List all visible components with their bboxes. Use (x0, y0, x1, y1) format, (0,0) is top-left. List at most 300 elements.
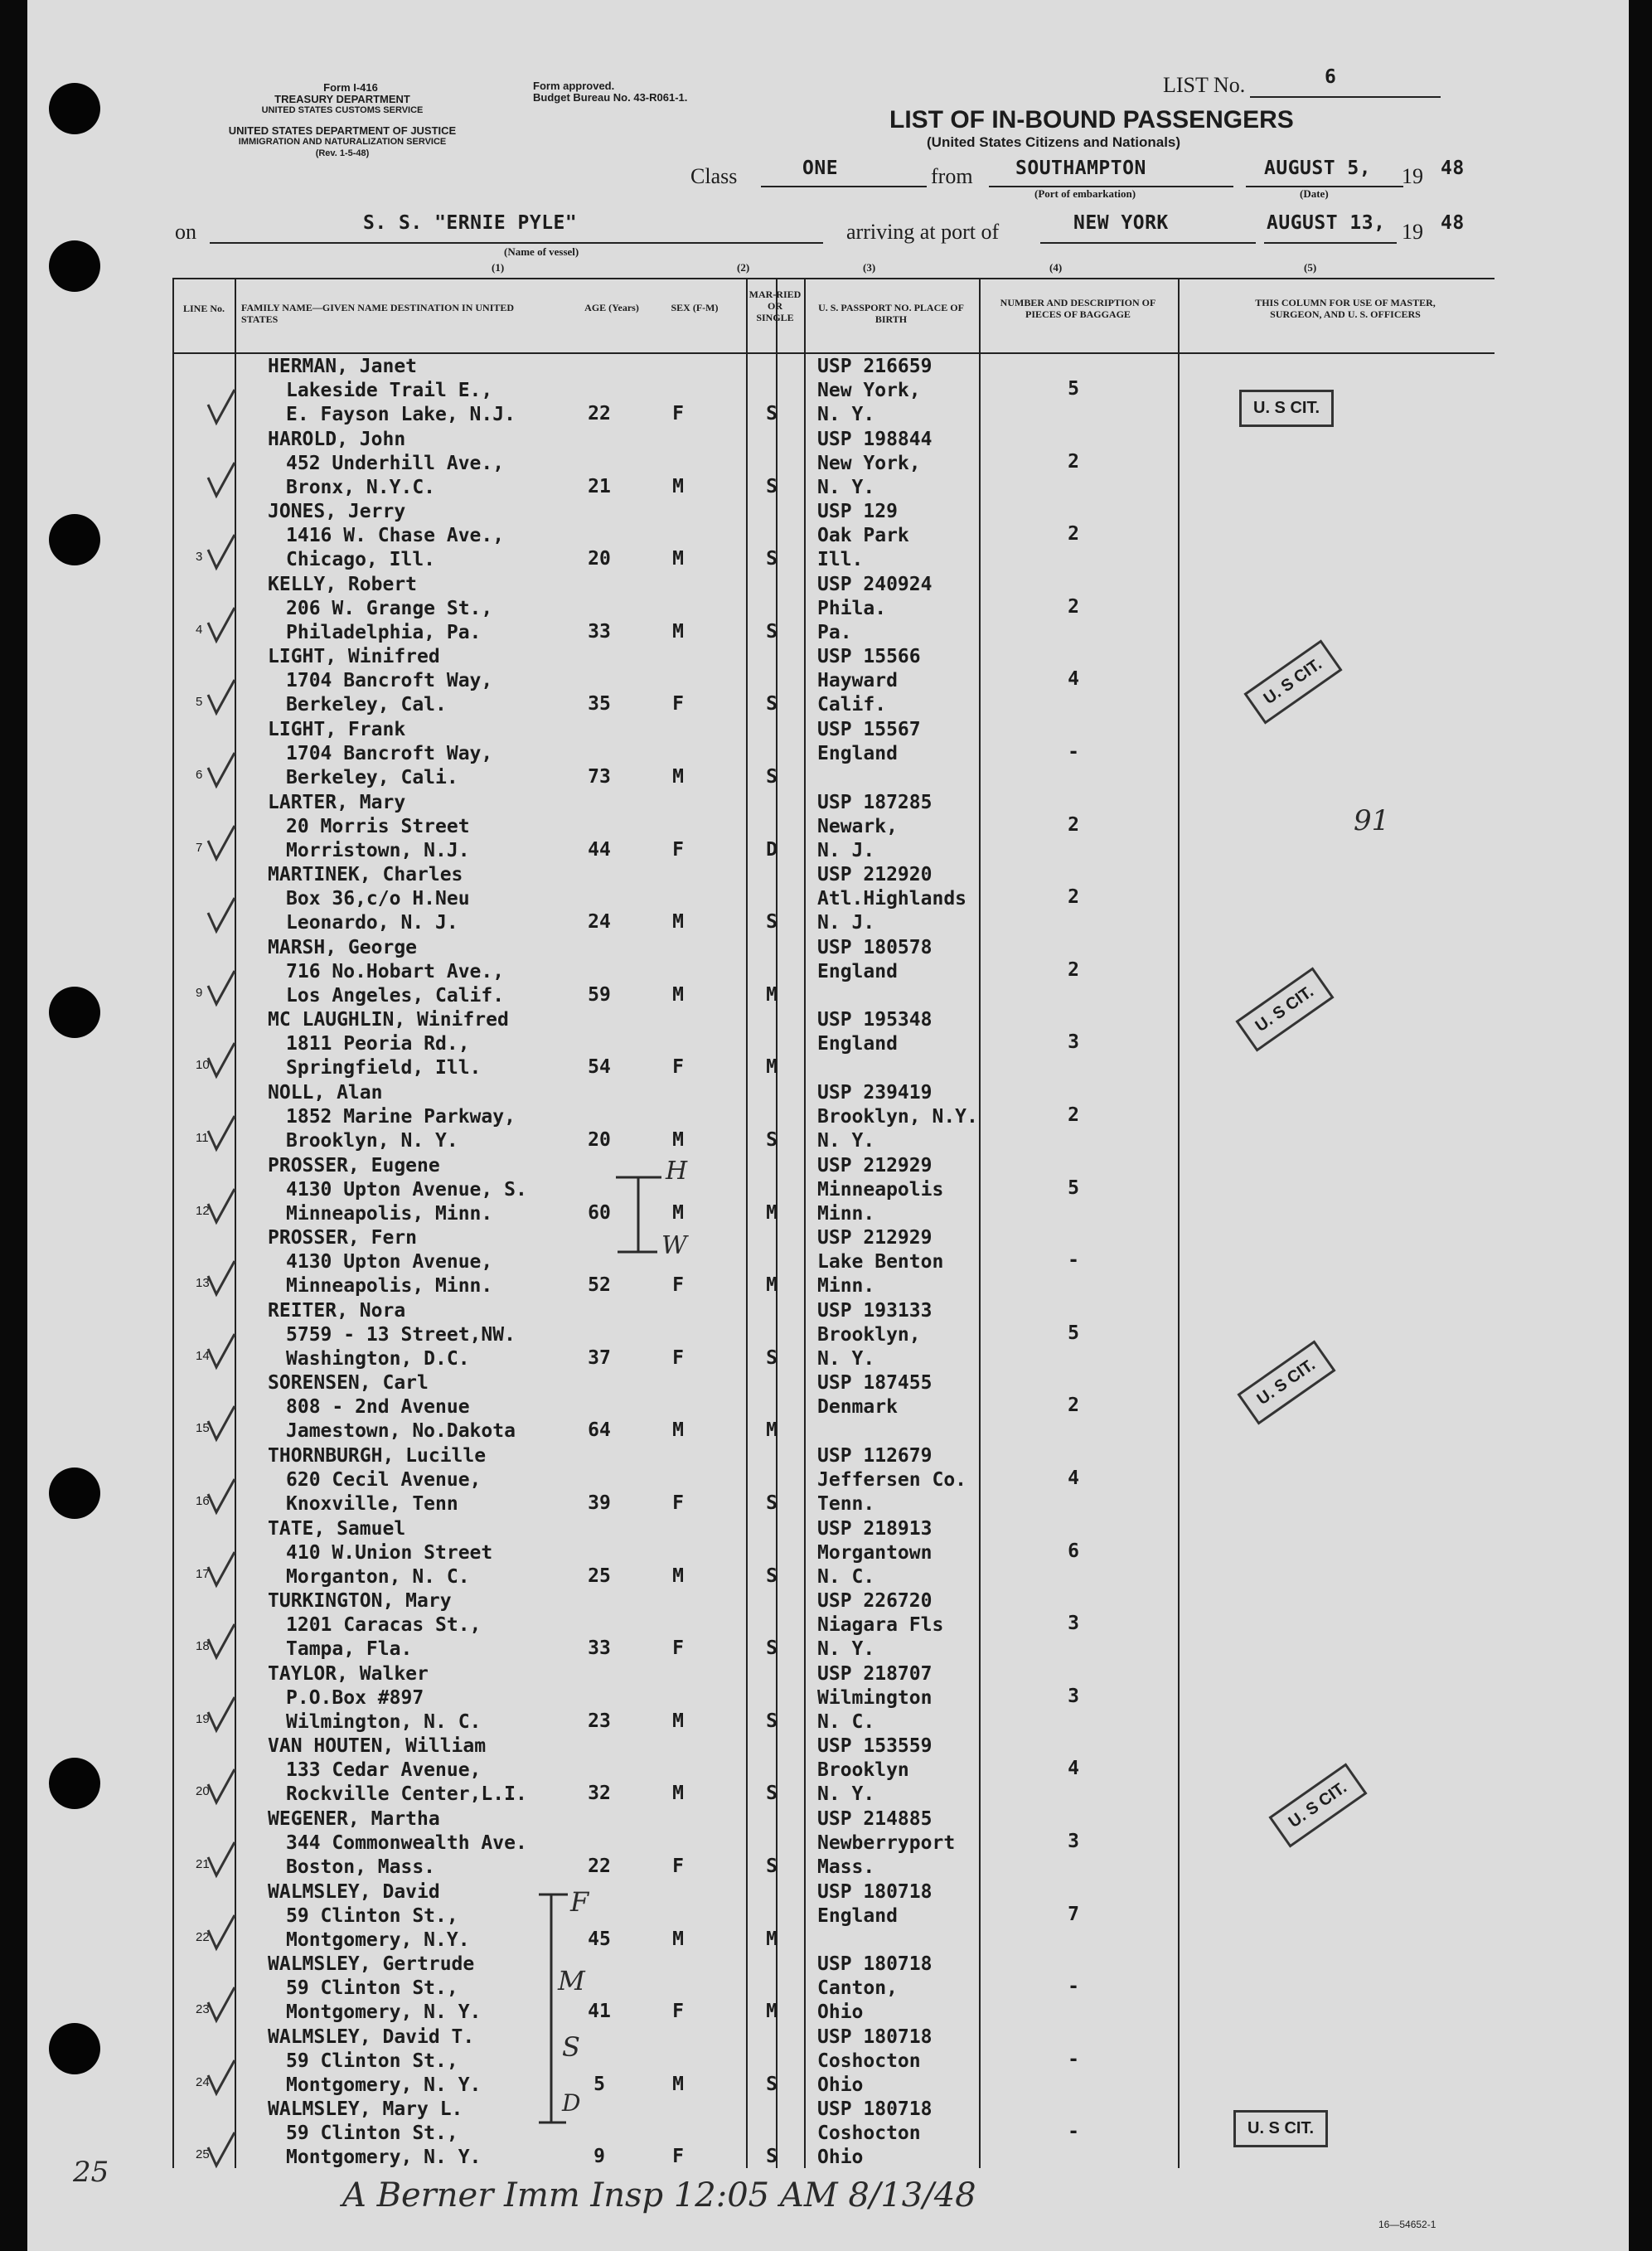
birthplace-line-2: Pa. (817, 621, 852, 643)
line-number: 10 (196, 1058, 210, 1073)
birthplace-line-1: Denmark (817, 1396, 898, 1419)
line-number: 18 (196, 1639, 210, 1654)
marital-status: M (766, 1056, 778, 1079)
birthplace-line-2: N. Y. (817, 1347, 875, 1370)
sex: M (672, 475, 684, 497)
address-line-1: 410 W.Union Street (286, 1541, 493, 1564)
baggage-count: 2 (1068, 958, 1079, 981)
col-head-married: MAR-RIED OR SINGLE (748, 289, 802, 323)
col-num-1: (1) (492, 261, 505, 274)
note-s: S (562, 2031, 580, 2063)
sex: M (672, 1783, 684, 1805)
embark-date: AUGUST 5, (1264, 158, 1372, 179)
passenger-name: LIGHT, Frank (268, 719, 406, 740)
marital-status: S (766, 475, 778, 497)
marital-status: S (766, 1783, 778, 1805)
marital-status: S (766, 1637, 778, 1660)
birthplace-line-1: Oak Park (817, 525, 909, 547)
age: 22 (588, 403, 611, 424)
line-number: 14 (196, 1348, 210, 1363)
marital-status: S (766, 1565, 778, 1587)
birthplace-line-2: N. C. (817, 1565, 875, 1588)
passport-number: USP 212920 (817, 864, 933, 886)
line-number: 3 (196, 550, 203, 565)
address-line-2: Montgomery, N. Y. (286, 2074, 482, 2096)
address-line-1: 344 Commonwealth Ave. (286, 1832, 527, 1854)
port-embarkation-caption: (Port of embarkation) (1034, 187, 1136, 200)
age: 20 (588, 548, 611, 570)
margin-note-25: 25 (73, 2156, 109, 2189)
col-num-5: (5) (1304, 261, 1317, 274)
col-head-officers: THIS COLUMN FOR USE OF MASTER, SURGEON, AND U. S. OFFICERS (1255, 297, 1436, 320)
sex: M (672, 2073, 684, 2095)
line-number: 24 (196, 2074, 210, 2089)
baggage-count: 2 (1068, 1104, 1079, 1126)
address-line-1: 620 Cecil Avenue, (286, 1469, 482, 1491)
age: 5 (593, 2073, 605, 2095)
birthplace-line-1: Niagara Fls (817, 1614, 944, 1637)
embark-year: 48 (1441, 158, 1465, 179)
address-line-1: 1201 Caracas St., (286, 1614, 482, 1637)
address-line-2: Washington, D.C. (286, 1347, 470, 1370)
line-number: 15 (196, 1421, 210, 1436)
age: 20 (588, 1129, 611, 1151)
line-number: 12 (196, 1203, 210, 1218)
age: 9 (593, 2146, 605, 2168)
note-91: 91 (1354, 804, 1390, 837)
form-approved: Form approved. (533, 80, 615, 92)
footer-code: 16—54652-1 (1378, 2219, 1436, 2230)
customs-service: UNITED STATES CUSTOMS SERVICE (261, 105, 424, 115)
note-m: M (558, 1965, 585, 1996)
marital-status: S (766, 403, 778, 424)
note-h: H (666, 1157, 688, 1186)
birthplace-line-2: Ohio (817, 2074, 864, 2096)
marital-status: D (766, 838, 778, 861)
on-label: on (175, 220, 196, 244)
baggage-count: 2 (1068, 1395, 1079, 1417)
address-line-1: 20 Morris Street (286, 815, 470, 837)
address-line-2: Berkeley, Cali. (286, 767, 458, 788)
sex: F (672, 1274, 684, 1297)
address-line-2: Wilmington, N. C. (286, 1710, 482, 1733)
birthplace-line-1: England (817, 960, 898, 982)
birthplace-line-2: N. J. (817, 912, 875, 934)
birthplace-line-1: England (817, 1904, 898, 1927)
baggage-count: - (1068, 1249, 1079, 1272)
age: 54 (588, 1056, 611, 1079)
age: 64 (588, 1419, 611, 1442)
address-line-1: 59 Clinton St., (286, 2050, 458, 2072)
marital-status: S (766, 1129, 778, 1151)
birthplace-line-1: Minneapolis (817, 1178, 944, 1201)
note-f: F (570, 1886, 589, 1918)
age: 33 (588, 620, 611, 643)
passenger-name: MARTINEK, Charles (268, 864, 463, 886)
revision: (Rev. 1-5-48) (315, 148, 370, 158)
address-line-1: 59 Clinton St., (286, 1977, 458, 2000)
age: 41 (588, 2001, 611, 2023)
marital-status: M (766, 1928, 778, 1950)
col-num-4: (4) (1049, 261, 1063, 274)
inspector-signature: A Berner Imm Insp 12:05 AM 8/13/48 (342, 2176, 976, 2215)
us-cit-stamp: U. S CIT. (1235, 967, 1334, 1051)
birthplace-line-1: Jeffersen Co. (817, 1469, 967, 1491)
passport-number: USP 180718 (817, 2025, 933, 2048)
baggage-count: 4 (1068, 1758, 1079, 1780)
baggage-count: - (1068, 741, 1079, 763)
baggage-count: - (1068, 2048, 1079, 2070)
passenger-name: HAROLD, John (268, 428, 406, 450)
passenger-name: WALMSLEY, David T. (268, 2025, 475, 2048)
birthplace-line-2: N. Y. (817, 1783, 875, 1806)
baggage-count: - (1068, 1976, 1079, 1998)
line-number: 19 (196, 1711, 210, 1726)
us-cit-stamp: U. S CIT. (1239, 390, 1334, 427)
baggage-count: 5 (1068, 378, 1079, 400)
birthplace-line-1: England (817, 743, 898, 764)
marital-status: S (766, 766, 778, 788)
baggage-count: 4 (1068, 668, 1079, 691)
baggage-count: 4 (1068, 1468, 1079, 1489)
line-number: 13 (196, 1276, 210, 1291)
sex: F (672, 1856, 684, 1877)
baggage-count: 3 (1068, 1031, 1079, 1054)
arrival-date: AUGUST 13, (1267, 212, 1386, 234)
passport-number: USP 187455 (817, 1372, 933, 1395)
passenger-name: SORENSEN, Carl (268, 1372, 429, 1395)
arriving-label: arriving at port of (846, 220, 1000, 244)
passenger-name: MC LAUGHLIN, Winifred (268, 1009, 509, 1031)
col-head-sex: SEX (F-M) (671, 302, 719, 313)
baggage-count: 3 (1068, 1613, 1079, 1635)
passport-number: USP 129 (817, 501, 898, 523)
address-line-1: 808 - 2nd Avenue (286, 1396, 470, 1419)
birthplace-line-1: Brooklyn (817, 1759, 909, 1782)
birthplace-line-1: Morgantown (817, 1541, 933, 1564)
address-line-2: Jamestown, No.Dakota (286, 1420, 516, 1443)
birthplace-line-1: Lake Benton (817, 1251, 944, 1273)
age: 32 (588, 1783, 611, 1805)
form-number: Form I-416 (323, 81, 378, 94)
line-number: 25 (196, 2147, 210, 2162)
marital-status: M (766, 1419, 778, 1442)
sex: F (672, 1637, 684, 1660)
age: 52 (588, 1274, 611, 1297)
passenger-name: VAN HOUTEN, William (268, 1735, 487, 1758)
class-label: Class (690, 164, 738, 188)
age: 59 (588, 983, 611, 1006)
age: 45 (588, 1928, 611, 1950)
birthplace-line-1: Atl.Highlands (817, 888, 967, 910)
baggage-count: 7 (1068, 1903, 1079, 1925)
budget-bureau: Budget Bureau No. 43-R061-1. (533, 91, 688, 104)
us-cit-stamp: U. S CIT. (1268, 1763, 1367, 1847)
birthplace-line-1: New York, (817, 380, 921, 401)
address-line-2: Chicago, Ill. (286, 549, 436, 571)
sex: M (672, 1565, 684, 1587)
baggage-count: 2 (1068, 813, 1079, 836)
baggage-count: 5 (1068, 1322, 1079, 1344)
passenger-name: PROSSER, Fern (268, 1227, 418, 1249)
us-cit-stamp: U. S CIT. (1243, 639, 1342, 724)
baggage-count: 2 (1068, 523, 1079, 546)
address-line-1: 133 Cedar Avenue, (286, 1759, 482, 1782)
col-num-3: (3) (863, 261, 876, 274)
birthplace-line-1: Coshocton (817, 2050, 921, 2072)
birthplace-line-1: New York, (817, 452, 921, 474)
age: 44 (588, 838, 611, 861)
birthplace-line-2: Tenn. (817, 1493, 875, 1515)
address-line-1: 1704 Bancroft Way, (286, 743, 493, 764)
sex: M (672, 766, 684, 788)
col-head-passport: U. S. PASSPORT NO. PLACE OF BIRTH (818, 302, 964, 325)
passport-number: USP 214885 (817, 1808, 933, 1830)
vessel-name: S. S. "ERNIE PYLE" (363, 212, 578, 234)
passenger-name: KELLY, Robert (268, 573, 418, 595)
sex: F (672, 1492, 684, 1514)
birthplace-line-2: N. Y. (817, 476, 875, 498)
sex: F (672, 1346, 684, 1369)
birthplace-line-1: Coshocton (817, 2122, 921, 2145)
address-line-1: P.O.Box #897 (286, 1686, 424, 1709)
birthplace-line-1: Newark, (817, 815, 898, 837)
address-line-1: 1852 Marine Parkway, (286, 1106, 516, 1128)
birthplace-line-2: Minn. (817, 1202, 875, 1225)
vessel-caption: (Name of vessel) (504, 245, 579, 258)
passport-number: USP 212929 (817, 1227, 933, 1249)
line-number: 16 (196, 1494, 210, 1508)
address-line-2: Philadelphia, Pa. (286, 621, 482, 643)
sex: M (672, 620, 684, 643)
marital-status: M (766, 1274, 778, 1297)
birthplace-line-2: N. J. (817, 839, 875, 861)
baggage-count: 5 (1068, 1176, 1079, 1199)
birthplace-line-2: Calif. (817, 694, 887, 716)
address-line-1: 5759 - 13 Street,NW. (286, 1323, 516, 1346)
birthplace-line-2: N. C. (817, 1710, 875, 1733)
birthplace-line-2: Ohio (817, 2147, 864, 2169)
birthplace-line-1: England (817, 1033, 898, 1055)
passport-number: USP 239419 (817, 1082, 933, 1104)
marital-status: S (766, 2146, 778, 2168)
ins: IMMIGRATION AND NATURALIZATION SERVICE (238, 137, 447, 147)
col-head-name: FAMILY NAME—GIVEN NAME DESTINATION IN UNITED STATES (241, 302, 515, 325)
list-no-label: LIST No. (1163, 73, 1246, 97)
line-number: 5 (196, 695, 203, 710)
passport-number: USP 180718 (817, 1953, 933, 1976)
age: 21 (588, 475, 611, 497)
age: 60 (588, 1201, 611, 1224)
line-number: 20 (196, 1784, 210, 1799)
line-number: 4 (196, 622, 203, 637)
passport-number: USP 218913 (817, 1517, 933, 1540)
passenger-name: WALMSLEY, David (268, 1880, 440, 1903)
address-line-2: Montgomery, N.Y. (286, 1928, 470, 1951)
age: 24 (588, 911, 611, 934)
manifest-page (27, 0, 1629, 2251)
page-subtitle: (United States Citizens and Nationals) (927, 134, 1181, 150)
marital-status: M (766, 983, 778, 1006)
passport-number: USP 112679 (817, 1445, 933, 1467)
marital-status: M (766, 1201, 778, 1224)
passenger-name: TURKINGTON, Mary (268, 1590, 452, 1613)
passport-number: USP 15566 (817, 646, 921, 668)
birthplace-line-1: Wilmington (817, 1686, 933, 1709)
passenger-name: PROSSER, Eugene (268, 1154, 440, 1176)
passport-number: USP 212929 (817, 1154, 933, 1176)
line-number: 9 (196, 985, 203, 1000)
port-embarkation: SOUTHAMPTON (1015, 158, 1146, 179)
date-caption: (Date) (1300, 187, 1329, 200)
baggage-count: 3 (1068, 1685, 1079, 1707)
sex: M (672, 1710, 684, 1732)
baggage-count: 2 (1068, 595, 1079, 618)
address-line-2: Montgomery, N. Y. (286, 2001, 482, 2024)
marital-status: S (766, 1346, 778, 1369)
passenger-name: REITER, Nora (268, 1299, 406, 1322)
birthplace-line-1: Phila. (817, 597, 887, 619)
birthplace-line-1: Canton, (817, 1977, 898, 2000)
sex: F (672, 838, 684, 861)
passport-number: USP 226720 (817, 1590, 933, 1613)
address-line-1: 452 Underhill Ave., (286, 452, 505, 474)
sex: M (672, 1129, 684, 1151)
passenger-name: TATE, Samuel (268, 1517, 406, 1540)
address-line-2: Springfield, Ill. (286, 1057, 482, 1079)
arrival-port: NEW YORK (1073, 212, 1169, 234)
marital-status: S (766, 1710, 778, 1732)
address-line-1: 716 No.Hobart Ave., (286, 960, 505, 982)
birthplace-line-2: Ohio (817, 2001, 864, 2024)
passport-number: USP 180718 (817, 2098, 933, 2121)
col-head-line: LINE No. (182, 303, 225, 314)
passenger-name: HERMAN, Janet (268, 356, 418, 377)
address-line-1: 4130 Upton Avenue, S. (286, 1178, 527, 1201)
passport-number: USP 15567 (817, 719, 921, 740)
address-line-2: Minneapolis, Minn. (286, 1275, 493, 1298)
page-title: LIST OF IN-BOUND PASSENGERS (889, 106, 1294, 133)
sex: F (672, 1056, 684, 1079)
passport-number: USP 153559 (817, 1735, 933, 1758)
line-number: 6 (196, 768, 203, 782)
baggage-count: 3 (1068, 1831, 1079, 1852)
marital-status: S (766, 2073, 778, 2095)
line-number: 22 (196, 1929, 210, 1944)
age: 23 (588, 1710, 611, 1732)
passenger-name: THORNBURGH, Lucille (268, 1445, 487, 1467)
list-no-value: 6 (1325, 66, 1337, 88)
marital-status: S (766, 1492, 778, 1514)
address-line-2: Knoxville, Tenn (286, 1493, 458, 1515)
marital-status: S (766, 911, 778, 934)
age: 39 (588, 1492, 611, 1514)
passenger-name: LIGHT, Winifred (268, 646, 440, 668)
address-line-1: 4130 Upton Avenue, (286, 1251, 493, 1273)
sex: F (672, 693, 684, 716)
class-value: ONE (802, 158, 839, 179)
sex: F (672, 2146, 684, 2168)
passport-number: USP 218707 (817, 1662, 933, 1685)
passenger-name: TAYLOR, Walker (268, 1662, 429, 1685)
passenger-name: WEGENER, Martha (268, 1808, 440, 1830)
passenger-name: WALMSLEY, Mary L. (268, 2098, 463, 2121)
line-number: 11 (196, 1131, 209, 1145)
embark-year-prefix: 19 (1402, 164, 1423, 188)
address-line-2: Minneapolis, Minn. (286, 1202, 493, 1225)
marital-status: S (766, 693, 778, 716)
age: 22 (588, 1856, 611, 1877)
line-number: 23 (196, 2002, 210, 2017)
sex: M (672, 548, 684, 570)
birthplace-line-1: Newberryport (817, 1832, 956, 1854)
passenger-name: NOLL, Alan (268, 1082, 383, 1104)
passport-number: USP 198844 (817, 428, 933, 450)
birthplace-line-1: Hayward (817, 670, 898, 692)
treasury-dept: TREASURY DEPARTMENT (274, 93, 410, 105)
address-line-2: Rockville Center,L.I. (286, 1783, 527, 1806)
col-head-baggage: NUMBER AND DESCRIPTION OF PIECES OF BAGGAGE (1000, 297, 1156, 320)
address-line-2: Montgomery, N. Y. (286, 2147, 482, 2169)
us-cit-stamp: U. S CIT. (1233, 2110, 1328, 2147)
address-line-1: 1811 Peoria Rd., (286, 1033, 470, 1055)
address-line-2: Boston, Mass. (286, 1856, 436, 1878)
age: 33 (588, 1637, 611, 1660)
line-number: 7 (196, 840, 203, 855)
baggage-count: 2 (1068, 450, 1079, 473)
birthplace-line-2: N. Y. (817, 1130, 875, 1152)
line-number: 17 (196, 1566, 210, 1581)
passport-number: USP 193133 (817, 1299, 933, 1322)
sex: M (672, 983, 684, 1006)
baggage-count: 2 (1068, 886, 1079, 909)
address-line-2: Morganton, N. C. (286, 1565, 470, 1588)
address-line-1: 59 Clinton St., (286, 1904, 458, 1927)
marital-status: S (766, 620, 778, 643)
baggage-count: - (1068, 2121, 1079, 2143)
address-line-2: Berkeley, Cal. (286, 694, 447, 716)
marital-status: S (766, 548, 778, 570)
age: 35 (588, 693, 611, 716)
address-line-1: Lakeside Trail E., (286, 380, 493, 401)
address-line-2: Brooklyn, N. Y. (286, 1130, 458, 1152)
line-number: 21 (196, 1857, 210, 1871)
sex: M (672, 911, 684, 934)
note-w: W (661, 1231, 687, 1260)
address-line-2: E. Fayson Lake, N.J. (286, 404, 516, 425)
sex: M (672, 1201, 684, 1224)
address-line-2: Leonardo, N. J. (286, 912, 458, 934)
baggage-count: 6 (1068, 1540, 1079, 1562)
passenger-name: LARTER, Mary (268, 791, 406, 813)
passenger-name: MARSH, George (268, 936, 418, 958)
passport-number: USP 240924 (817, 573, 933, 595)
address-line-1: 59 Clinton St., (286, 2122, 458, 2145)
family-brackets (27, 0, 1629, 2251)
passport-number: USP 216659 (817, 356, 933, 377)
arrival-year: 48 (1441, 212, 1465, 234)
marital-status: S (766, 1856, 778, 1877)
sex: F (672, 2001, 684, 2023)
address-line-1: 206 W. Grange St., (286, 597, 493, 619)
birthplace-line-2: N. Y. (817, 1638, 875, 1661)
birthplace-line-2: N. Y. (817, 404, 875, 425)
age: 73 (588, 766, 611, 788)
sex: M (672, 1419, 684, 1442)
sex: M (672, 1928, 684, 1950)
address-line-2: Morristown, N.J. (286, 839, 470, 861)
col-num-2: (2) (737, 261, 750, 274)
